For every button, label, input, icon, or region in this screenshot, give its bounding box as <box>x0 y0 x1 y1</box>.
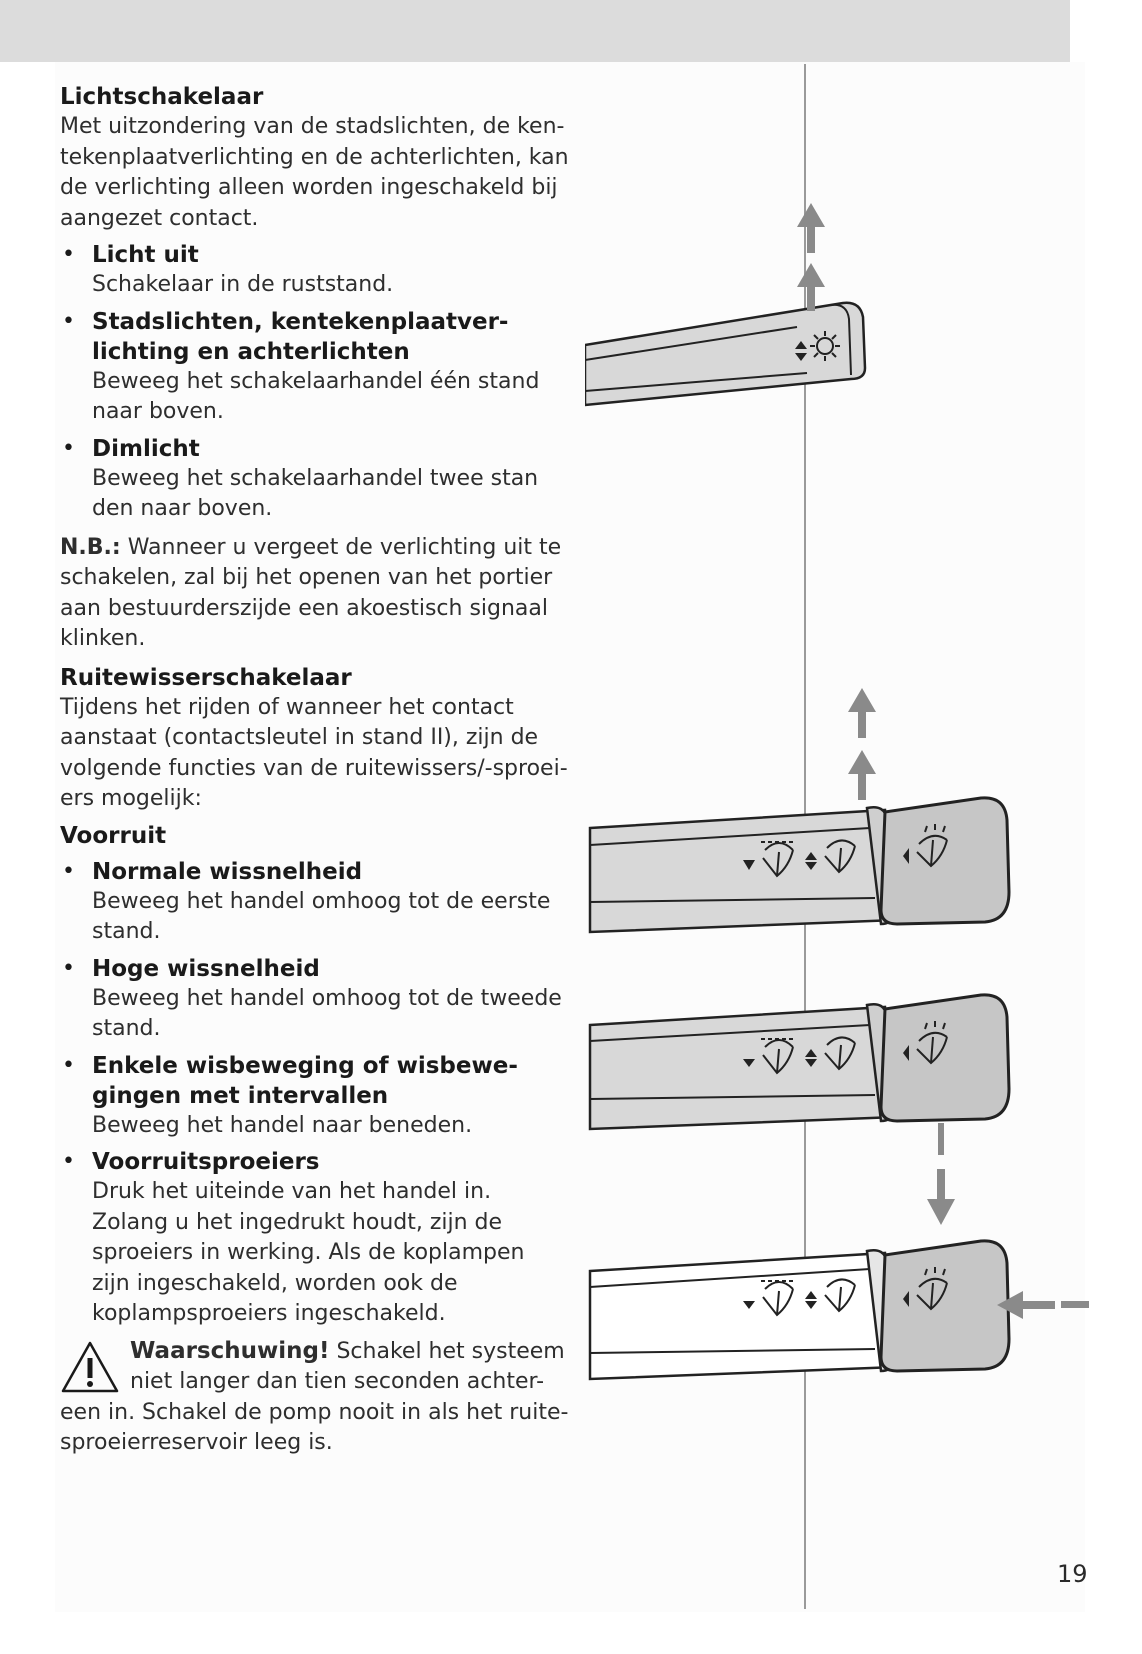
light-switch-intro-3: de verlichting alleen worden ingeschakeld bij <box>60 175 558 200</box>
list-item-text: sproeiers in werking. Als de koplampen <box>92 1240 525 1265</box>
light-stalk-diagram <box>585 195 905 415</box>
warning-title: Waarschuwing! <box>130 1337 330 1364</box>
list-item-single-wipe <box>60 1051 580 1148</box>
list-item-text: Zolang u het ingedrukt houdt, zijn de <box>92 1209 503 1235</box>
list-item-lights-off <box>60 240 580 307</box>
list-item-title: • Hoge wissnelheid <box>92 955 320 982</box>
list-item-title: • Licht uit <box>92 242 199 268</box>
note-line-4: klinken. <box>60 626 146 651</box>
wiper-stalk-push-diagram <box>585 1235 1095 1395</box>
warning-line-1 <box>130 1336 580 1368</box>
up-arrow-icon <box>848 750 876 800</box>
list-item-text: koplampsproeiers ingeschakeld. <box>92 1301 446 1326</box>
list-item-text: Schakelaar in de ruststand. <box>92 272 394 297</box>
list-item-text: Beweeg het schakelaarhandel twee stan <box>92 465 539 491</box>
left-arrow-icon <box>997 1291 1089 1319</box>
list-item-text: den naar boven. <box>92 496 273 521</box>
note-line-2: schakelen, zal bij het openen van het portier <box>60 565 553 590</box>
light-switch-intro-1: Met uitzondering van de stadslichten, de ken- <box>60 114 565 139</box>
warning-text: Schakel het systeem <box>336 1338 565 1364</box>
list-item-dipped-beam <box>60 434 580 525</box>
note-line-3: aan bestuurderszijde een akoestisch signaal <box>60 595 548 621</box>
windscreen-subheading: Voorruit <box>60 822 167 849</box>
top-band <box>0 0 1070 62</box>
light-switch-heading: Lichtschakelaar <box>60 84 264 110</box>
list-item-washers <box>60 1147 580 1330</box>
list-item-text: zijn ingeschakeld, worden ook de <box>92 1270 458 1296</box>
list-item-title: • Dimlicht <box>92 435 200 462</box>
light-switch-list <box>60 240 580 525</box>
warning-line-2: niet langer dan tien seconden achter- <box>130 1369 545 1394</box>
list-item-text: naar boven. <box>92 399 224 424</box>
list-item-title: • Enkele wisbeweging of wisbewe- <box>92 1052 518 1079</box>
list-item-high-speed <box>60 954 580 1051</box>
list-item-text: Beweeg het handel omhoog tot de tweede <box>92 985 562 1011</box>
list-item-text: stand. <box>92 1016 161 1041</box>
note-text: Wanneer u vergeet de verlichting uit te <box>127 534 562 560</box>
down-arrow-icon <box>927 1123 955 1225</box>
list-item-title: gingen met intervallen <box>92 1082 389 1109</box>
up-arrow-icon <box>797 263 825 311</box>
note-label: N.B.: <box>60 534 121 560</box>
light-switch-intro-2: tekenplaatverlichting en de achterlichten, kan <box>60 144 569 170</box>
wiper-intro-4: ers mogelijk: <box>60 786 202 811</box>
wiper-intro-3: volgende functies van de ruitewissers/-sproei- <box>60 755 568 781</box>
warning-block <box>60 1336 580 1398</box>
up-arrow-icon <box>848 688 876 738</box>
list-item-title: lichting en achterlichten <box>92 338 410 365</box>
wiper-list <box>60 857 580 1330</box>
list-item-text: Beweeg het handel omhoog tot de eerste <box>92 888 551 914</box>
list-item-title: • Voorruitsproeiers <box>92 1149 320 1175</box>
list-item-normal-speed <box>60 857 580 954</box>
list-item-title: • Stadslichten, kentekenplaatver- <box>92 308 509 335</box>
list-item-city-lights <box>60 307 580 434</box>
warning-line-3: een in. Schakel de pomp nooit in als het ruite- <box>60 1399 569 1425</box>
wiper-stalk-down-diagram <box>585 985 1015 1235</box>
list-item-text: Beweeg het handel naar beneden. <box>92 1112 473 1138</box>
up-arrow-icon <box>797 203 825 253</box>
note-line-1 <box>60 533 580 564</box>
list-item-text: Druk het uiteinde van het handel in. <box>92 1179 492 1204</box>
wiper-intro-2: aanstaat (contactsleutel in stand II), zijn de <box>60 725 539 750</box>
warning-line-4: sproeierreservoir leeg is. <box>60 1430 333 1455</box>
light-switch-intro-4: aangezet contact. <box>60 205 259 231</box>
wiper-intro-1: Tijdens het rijden of wanneer het contact <box>60 694 514 720</box>
list-item-text: stand. <box>92 919 161 944</box>
text-column <box>60 82 580 1459</box>
list-item-text: Beweeg het schakelaarhandel één stand <box>92 368 540 394</box>
wiper-switch-heading: Ruitewisserschakelaar <box>60 664 352 691</box>
list-item-title: • Normale wissnelheid <box>92 858 363 885</box>
page-number: 19 <box>1057 1560 1088 1588</box>
warning-triangle-icon <box>60 1340 120 1394</box>
wiper-stalk-up-diagram <box>585 680 1015 940</box>
